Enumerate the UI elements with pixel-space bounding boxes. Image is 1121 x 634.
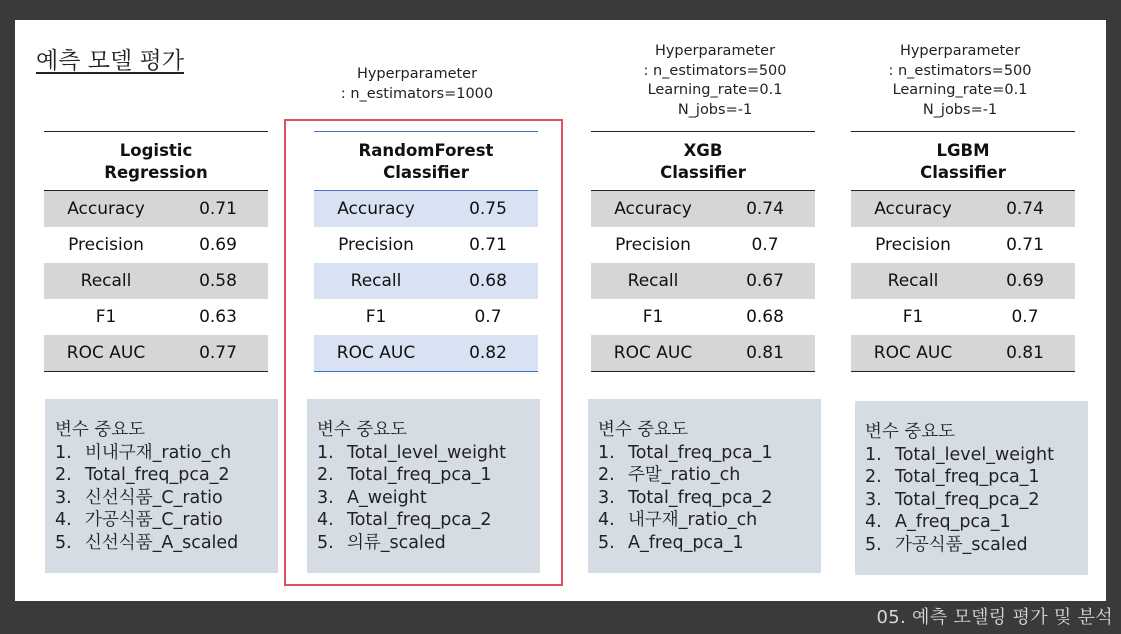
slide [15, 20, 1106, 601]
metrics-table [44, 131, 268, 372]
metric-row: Accuracy 0.75 [314, 191, 538, 228]
model-card-logistic-regression [44, 131, 268, 372]
metric-row: Accuracy 0.74 [591, 191, 815, 228]
slide-footer: 05. 예측 모델링 평가 및 분석 [876, 607, 1113, 628]
model-card-xgb [591, 131, 815, 372]
list-item: 2. Total_freq_pca_1 [317, 465, 492, 485]
metric-row: Precision 0.71 [338, 235, 507, 255]
list-item: 4. A_freq_pca_1 [865, 512, 1011, 532]
metric-row: Precision 0.71 [875, 235, 1044, 255]
list-item: 1. 비내구재_ratio_ch [55, 442, 232, 463]
rf-hyperparameters: Hyperparameter : n_estimators=1000 [340, 66, 494, 102]
list-item: 1. Total_freq_pca_1 [598, 442, 773, 463]
page-title: 예측 모델 평가 [36, 48, 184, 74]
list-item: 4. Total_freq_pca_2 [317, 510, 492, 530]
importance-title: 변수 중요도 [317, 420, 408, 440]
importance-list [865, 444, 1088, 557]
model-name: RandomForest Classifier [314, 132, 538, 191]
list-item: 3. Total_freq_pca_2 [598, 487, 773, 508]
list-item: 3. Total_freq_pca_2 [865, 489, 1040, 510]
list-item: 5. 의류_scaled [317, 532, 446, 553]
metric-row: Precision 0.7 [615, 235, 779, 255]
feature-importance-lgbm [855, 401, 1088, 575]
metric-row: F1 0.7 [365, 307, 502, 327]
list-item: 1. Total_level_weight [317, 442, 506, 463]
importance-title: 변수 중요도 [865, 422, 956, 442]
list-item: 5. A_freq_pca_1 [598, 532, 744, 553]
model-name: XGB Classifier [591, 132, 815, 191]
model-card-lgbm [851, 131, 1075, 372]
best-model-highlight [284, 119, 563, 586]
list-item: 3. 신선식품_C_ratio [55, 487, 223, 508]
metric-row: ROC AUC 0.81 [591, 335, 815, 372]
feature-importance-logistic-regression [45, 399, 278, 573]
metric-row: F1 0.63 [95, 307, 237, 327]
list-item: 3. A_weight [317, 487, 427, 508]
metric-row: Accuracy 0.71 [44, 191, 268, 228]
list-item: 5. 가공식품_scaled [865, 534, 1028, 555]
list-item: 5. 신선식품_A_scaled [55, 532, 239, 553]
metrics-table [851, 131, 1075, 372]
model-name: LGBM Classifier [851, 132, 1075, 191]
metric-row: Recall 0.68 [314, 263, 538, 299]
metric-row: ROC AUC 0.77 [44, 335, 268, 372]
importance-title: 변수 중요도 [598, 420, 689, 440]
importance-title: 변수 중요도 [55, 420, 146, 440]
list-item: 2. Total_freq_pca_1 [865, 467, 1040, 487]
list-item: 4. 가공식품_C_ratio [55, 510, 223, 530]
metric-row: F1 0.68 [642, 307, 784, 327]
xgb-hyperparameters: Hyperparameter : n_estimators=500 Learning_rate=0.1 N_jobs=-1 [643, 43, 787, 118]
list-item: 2. Total_freq_pca_2 [55, 465, 230, 485]
metric-row: Recall 0.69 [851, 263, 1075, 299]
metric-row: F1 0.7 [902, 307, 1039, 327]
metric-row: Recall 0.67 [591, 263, 815, 299]
metrics-table [591, 131, 815, 372]
feature-importance-xgb [588, 399, 821, 573]
metric-row: ROC AUC 0.82 [314, 335, 538, 372]
metric-row: Precision 0.69 [68, 235, 237, 255]
metric-row: Recall 0.58 [44, 263, 268, 299]
list-item: 4. 내구재_ratio_ch [598, 510, 758, 530]
list-item: 1. Total_level_weight [865, 444, 1054, 465]
metric-row: ROC AUC 0.81 [851, 335, 1075, 372]
importance-list [55, 442, 278, 555]
model-name: Logistic Regression [44, 132, 268, 191]
importance-list [598, 442, 821, 555]
list-item: 2. 주말_ratio_ch [598, 465, 741, 485]
lgbm-hyperparameters: Hyperparameter : n_estimators=500 Learning_rate=0.1 N_jobs=-1 [888, 43, 1032, 118]
metric-row: Accuracy 0.74 [851, 191, 1075, 228]
